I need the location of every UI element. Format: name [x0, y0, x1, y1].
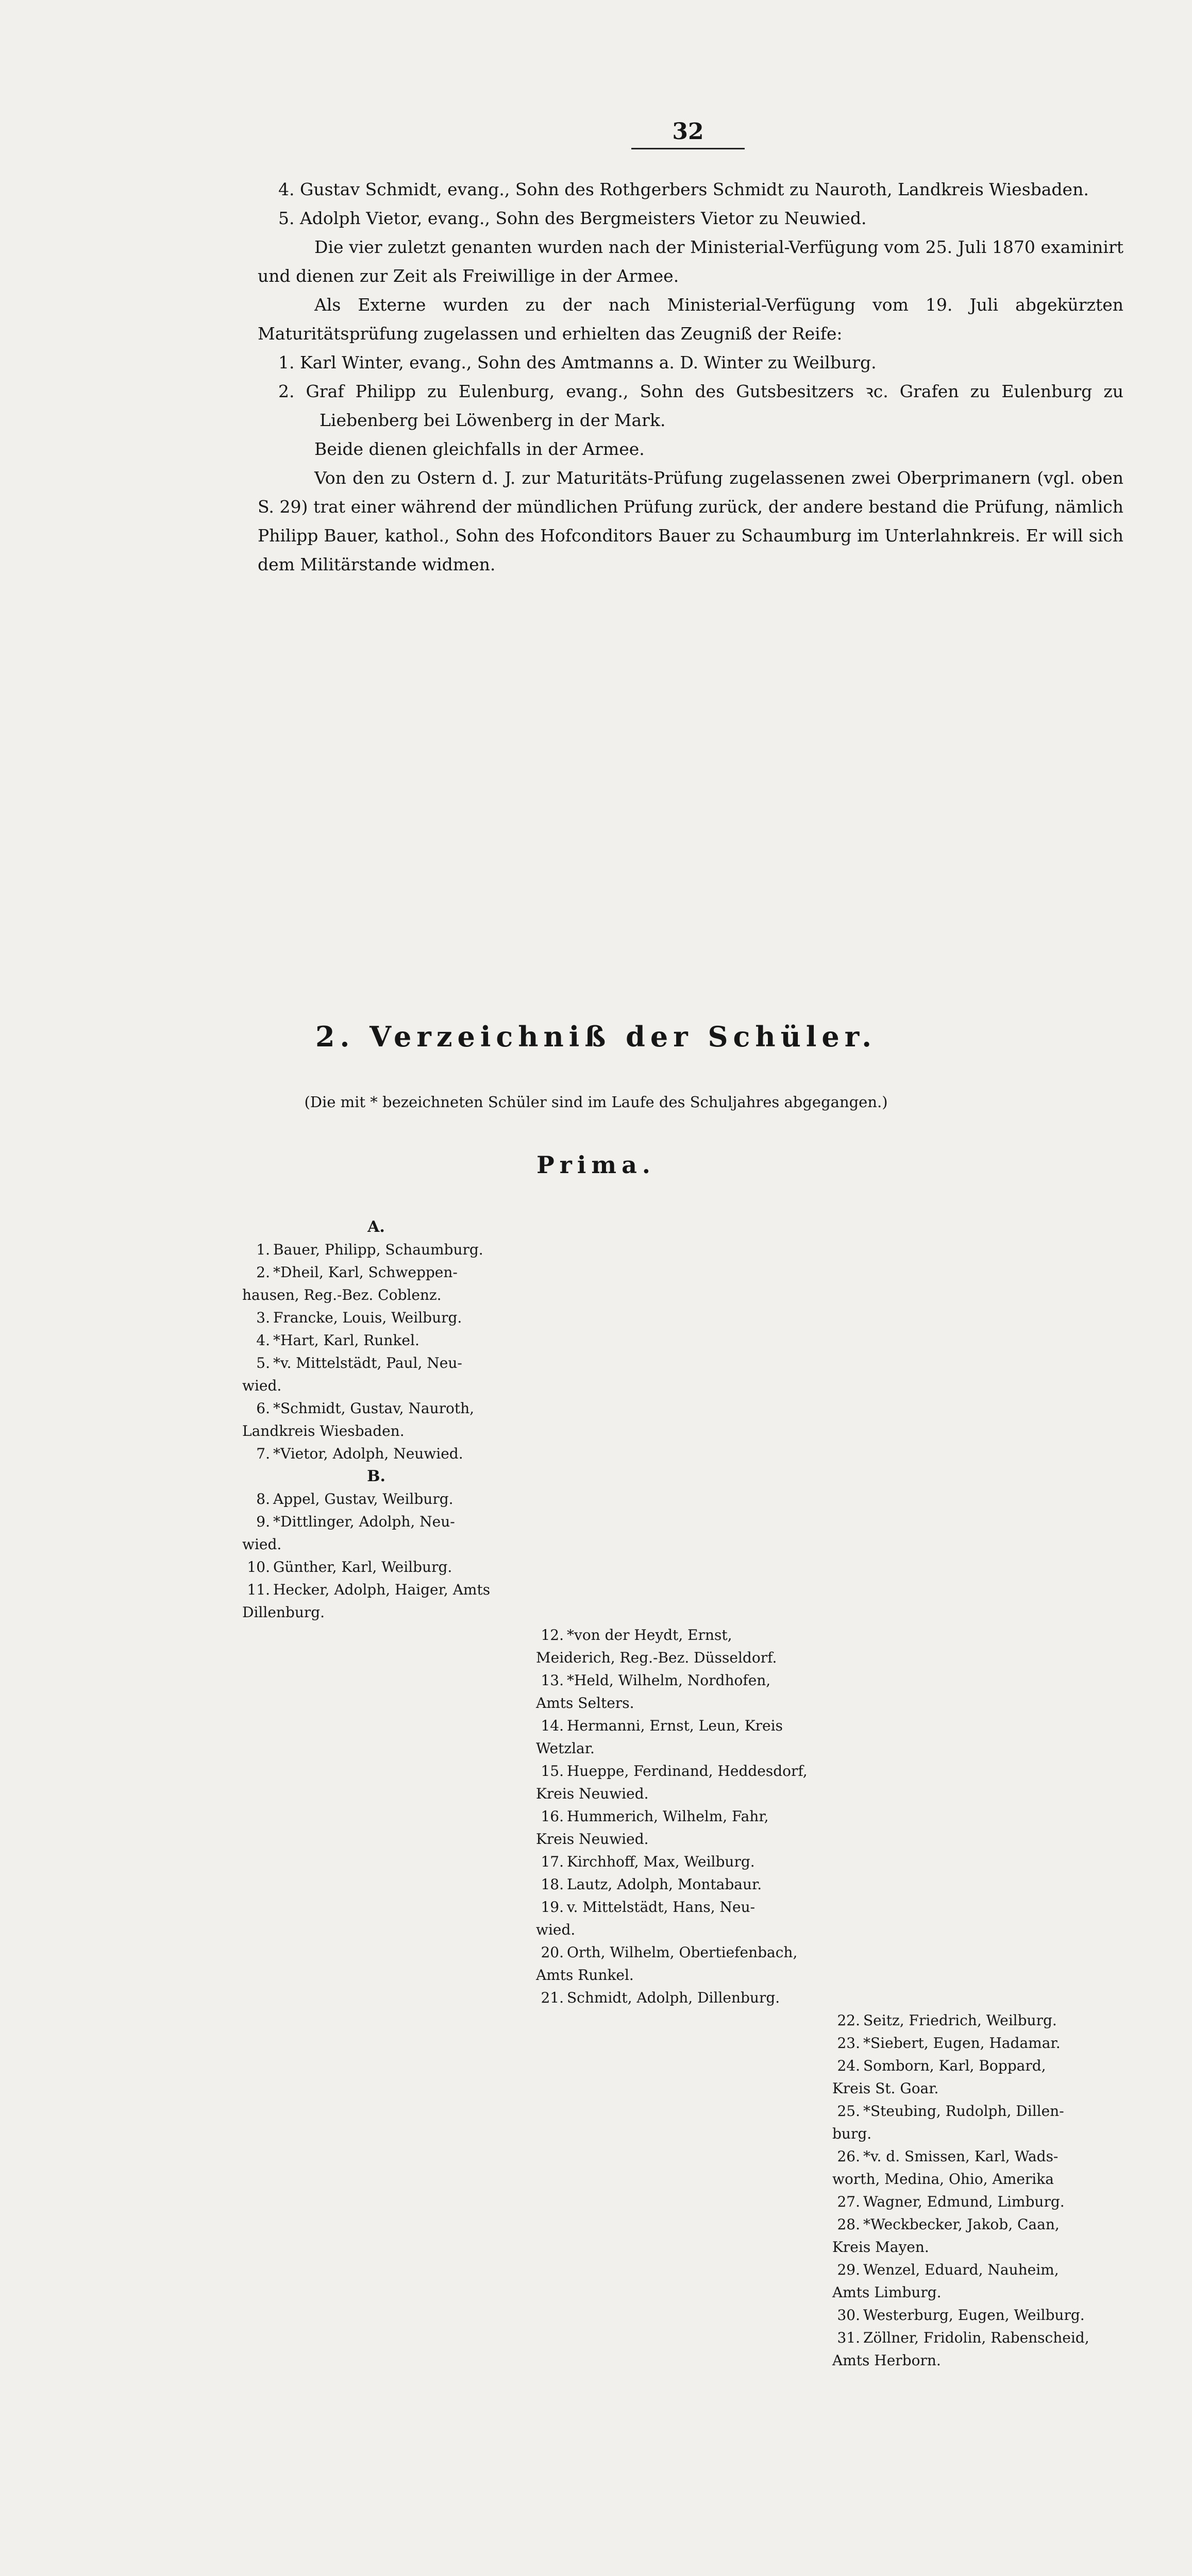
entry-text: Wenzel, Eduard, Nauheim,	[863, 2261, 1059, 2278]
list-item	[832, 2191, 1121, 2213]
list-item	[242, 1397, 531, 1420]
entry-continuation: Amts Herborn.	[832, 2352, 941, 2369]
entry-continuation: Kreis Neuwied.	[536, 1831, 649, 1848]
entry-continuation: Kreis Mayen.	[832, 2239, 929, 2256]
entry-text: *Siebert, Eugen, Hadamar.	[863, 2035, 1061, 2052]
paragraph: Die vier zuletzt genanten wurden nach der Ministerial-Verfügung vom 25. Juli 1870 examinirt und dienen zur Zeit als Freiwillige in der Armee.	[258, 237, 1123, 286]
entry-number: 27.	[837, 2193, 860, 2210]
list-item	[536, 1624, 825, 1647]
entry-continuation: hausen, Reg.-Bez. Coblenz.	[242, 1286, 442, 1303]
entry-number: 10.	[247, 1558, 270, 1575]
entry-text: Hueppe, Ferdinand, Heddesdorf,	[567, 1762, 808, 1780]
list-item	[832, 2009, 1121, 2032]
intro-text	[258, 175, 1123, 579]
entry-continuation: Kreis Neuwied.	[536, 1785, 649, 1802]
entry-number: 2.	[256, 1264, 270, 1281]
subgroup-label: B.	[367, 1467, 385, 1485]
entry-continuation: Dillenburg.	[242, 1604, 325, 1621]
entry-number: 3.	[256, 1309, 270, 1326]
entry-number: 18.	[541, 1876, 564, 1893]
paragraph: Von den zu Ostern d. J. zur Maturitäts-Prüfung zugelassenen zwei Oberprimanern (vgl. oben S. 29) trat einer während der mündlichen Prüfung zurück, der andere bestand die Prüfung, nämlich Philipp Bauer, kathol., Sohn des Hofconditors Bauer zu Schaumburg im Unterlahnkreis. Er will sich dem Militärstande widmen.	[258, 468, 1123, 574]
entry-number: 26.	[837, 2148, 860, 2165]
entry-number: 14.	[541, 1717, 564, 1734]
list-item	[832, 2259, 1121, 2281]
entry-text: Günther, Karl, Weilburg.	[273, 1558, 452, 1575]
prima-column-2	[536, 1624, 825, 2009]
entry-number: 21.	[541, 1989, 564, 2006]
entry-number: 16.	[541, 1808, 564, 1825]
list-item	[242, 1261, 531, 1284]
entry-number: 28.	[837, 2216, 860, 2233]
entry-number: 12.	[541, 1626, 564, 1643]
entry-text: *Dheil, Karl, Schweppen-	[273, 1264, 458, 1281]
entry-continuation: burg.	[832, 2125, 872, 2142]
entry-continuation: Amts Selters.	[536, 1694, 634, 1711]
list-item	[536, 1896, 825, 1919]
list-item	[242, 1511, 531, 1533]
list-item	[242, 1556, 531, 1579]
entry-number: 5.	[256, 1354, 270, 1371]
entry-number: 4.	[256, 1332, 270, 1349]
list-item	[536, 1805, 825, 1828]
paragraph: Als Externe wurden zu der nach Ministerial-Verfügung vom 19. Juli abgekürzten Maturitätsprüfung zugelassen und erhielten das Zeugniß der Reife:	[258, 295, 1123, 344]
list-item	[242, 1239, 531, 1261]
entry-text: *von der Heydt, Ernst,	[567, 1626, 732, 1643]
entry-continuation: Meiderich, Reg.-Bez. Düsseldorf.	[536, 1649, 777, 1666]
list-item	[242, 1352, 531, 1375]
entry-text: Hummerich, Wilhelm, Fahr,	[567, 1808, 769, 1825]
entry-continuation: wied.	[242, 1377, 282, 1394]
entry-text: *Held, Wilhelm, Nordhofen,	[567, 1672, 771, 1689]
entry-text: *v. Mittelstädt, Paul, Neu-	[273, 1354, 462, 1371]
page-number: 32	[631, 118, 745, 149]
entry-text: Westerburg, Eugen, Weilburg.	[863, 2307, 1085, 2324]
subgroup-label: A.	[367, 1218, 385, 1236]
list-item	[536, 1941, 825, 1964]
class-title-prima: Prima.	[536, 1151, 656, 1179]
entry-text: Francke, Louis, Weilburg.	[273, 1309, 462, 1326]
entry-text: Appel, Gustav, Weilburg.	[273, 1490, 454, 1507]
list-item	[536, 1987, 825, 2009]
entry-text: Orth, Wilhelm, Obertiefenbach,	[567, 1944, 798, 1961]
list-item	[242, 1443, 531, 1465]
paragraph: Beide dienen gleichfalls in der Armee.	[314, 439, 645, 459]
entry-number: 11.	[247, 1581, 270, 1598]
paragraph: 5. Adolph Vietor, evang., Sohn des Bergmeisters Vietor zu Neuwied.	[278, 208, 867, 228]
list-item	[536, 1851, 825, 1873]
entry-continuation: worth, Medina, Ohio, Amerika	[832, 2171, 1054, 2188]
list-item	[832, 2145, 1121, 2168]
entry-continuation: Amts Limburg.	[832, 2284, 942, 2301]
entry-text: *Steubing, Rudolph, Dillen-	[863, 2103, 1064, 2120]
list-item	[832, 2327, 1121, 2349]
entry-number: 13.	[541, 1672, 564, 1689]
entry-number: 9.	[256, 1513, 270, 1530]
entry-number: 6.	[256, 1400, 270, 1417]
entry-text: Somborn, Karl, Boppard,	[863, 2057, 1046, 2074]
entry-text: *Hart, Karl, Runkel.	[273, 1332, 419, 1349]
entry-continuation: Amts Runkel.	[536, 1967, 634, 1984]
section-title: 2. Verzeichniß der Schüler.	[315, 1020, 877, 1053]
entry-number: 15.	[541, 1762, 564, 1780]
entry-text: Zöllner, Fridolin, Rabenscheid,	[863, 2329, 1089, 2346]
entry-text: *Dittlinger, Adolph, Neu-	[273, 1513, 455, 1530]
entry-number: 24.	[837, 2057, 860, 2074]
entry-text: Bauer, Philipp, Schaumburg.	[273, 1241, 483, 1258]
entry-text: Hermanni, Ernst, Leun, Kreis	[567, 1717, 783, 1734]
list-item	[242, 1329, 531, 1352]
paragraph: 4. Gustav Schmidt, evang., Sohn des Rothgerbers Schmidt zu Nauroth, Landkreis Wiesbaden.	[278, 179, 1089, 199]
paragraph: 1. Karl Winter, evang., Sohn des Amtmanns a. D. Winter zu Weilburg.	[278, 352, 877, 372]
list-item	[242, 1579, 531, 1601]
entry-text: Hecker, Adolph, Haiger, Amts	[273, 1581, 491, 1598]
entry-text: Schmidt, Adolph, Dillenburg.	[567, 1989, 780, 2006]
list-item	[832, 2100, 1121, 2123]
list-item	[536, 1873, 825, 1896]
section-note: (Die mit * bezeichneten Schüler sind im Laufe des Schuljahres abgegangen.)	[304, 1093, 888, 1111]
paragraph: 2. Graf Philipp zu Eulenburg, evang., Sohn des Gutsbesitzers ꝛc. Grafen zu Eulenburg zu Liebenberg bei Löwenberg in der Mark.	[278, 381, 1123, 430]
entry-text: v. Mittelstädt, Hans, Neu-	[567, 1899, 756, 1916]
entry-number: 22.	[837, 2012, 860, 2029]
list-item	[832, 2032, 1121, 2055]
entry-number: 31.	[837, 2329, 860, 2346]
entry-text: Wagner, Edmund, Limburg.	[863, 2193, 1065, 2210]
entry-continuation: wied.	[242, 1536, 282, 1553]
list-item	[242, 1307, 531, 1329]
entry-number: 23.	[837, 2035, 860, 2052]
entry-number: 1.	[256, 1241, 270, 1258]
entry-continuation: Landkreis Wiesbaden.	[242, 1422, 405, 1439]
entry-number: 25.	[837, 2103, 860, 2120]
entry-text: *v. d. Smissen, Karl, Wads-	[863, 2148, 1059, 2165]
entry-continuation: wied.	[536, 1921, 576, 1938]
list-item	[536, 1760, 825, 1783]
entry-text: *Schmidt, Gustav, Nauroth,	[273, 1400, 475, 1417]
prima-column-3	[832, 2009, 1121, 2372]
list-item	[536, 1715, 825, 1737]
list-item	[242, 1488, 531, 1511]
entry-number: 29.	[837, 2261, 860, 2278]
list-item	[832, 2055, 1121, 2077]
entry-text: Lautz, Adolph, Montabaur.	[567, 1876, 762, 1893]
entry-text: Seitz, Friedrich, Weilburg.	[863, 2012, 1057, 2029]
list-item	[832, 2213, 1121, 2236]
entry-continuation: Wetzlar.	[536, 1740, 595, 1757]
entry-text: *Vietor, Adolph, Neuwied.	[273, 1445, 463, 1462]
entry-number: 20.	[541, 1944, 564, 1961]
entry-number: 17.	[541, 1853, 564, 1870]
list-item	[536, 1669, 825, 1692]
prima-column-1	[242, 1216, 531, 1624]
entry-number: 8.	[256, 1490, 270, 1507]
entry-text: *Weckbecker, Jakob, Caan,	[863, 2216, 1060, 2233]
entry-number: 30.	[837, 2307, 860, 2324]
entry-text: Kirchhoff, Max, Weilburg.	[567, 1853, 755, 1870]
entry-number: 19.	[541, 1899, 564, 1916]
entry-number: 7.	[256, 1445, 270, 1462]
list-item	[832, 2304, 1121, 2327]
entry-continuation: Kreis St. Goar.	[832, 2080, 939, 2097]
